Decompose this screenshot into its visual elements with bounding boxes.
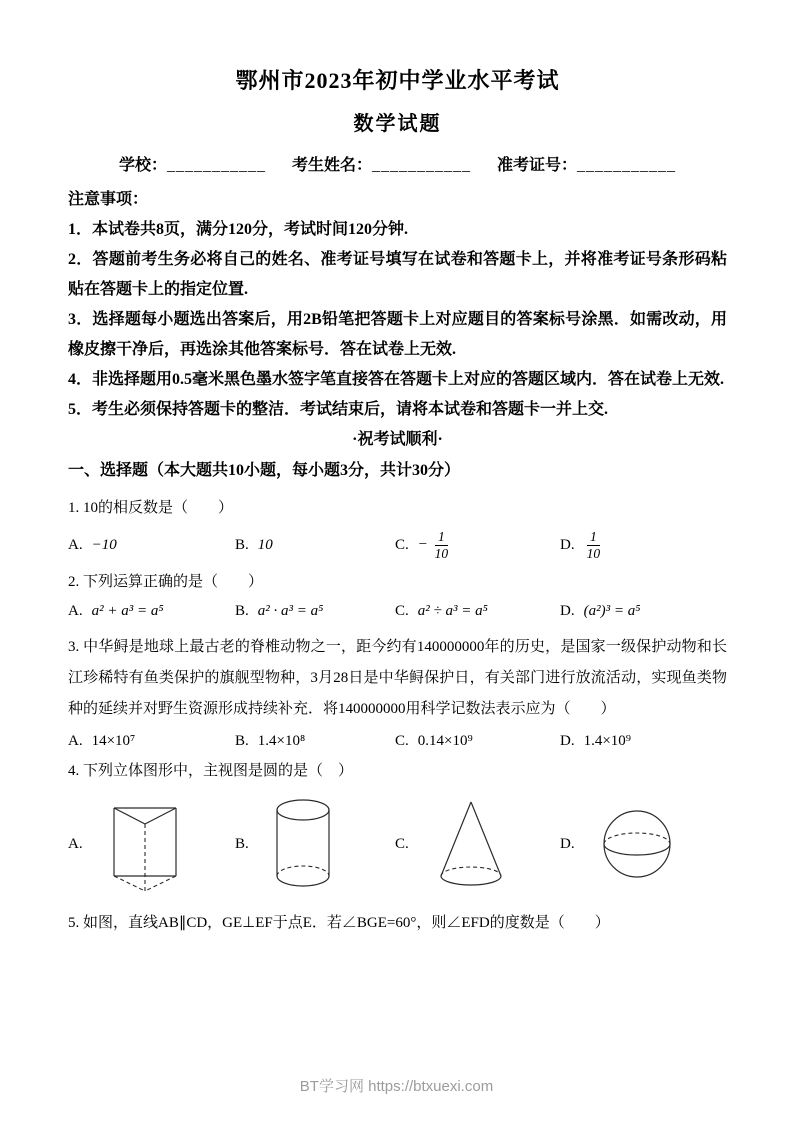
option-label: C.	[395, 536, 409, 553]
notice-item-2: 2．答题前考生务必将自己的姓名、准考证号填写在试卷和答题卡上，并将准考证号条形码粘贴在答题卡上的指定位置.	[68, 251, 727, 298]
option-label: D.	[560, 835, 575, 852]
option-label: C.	[395, 603, 409, 620]
section-one-heading: 一、选择题（本大题共10小题，每小题3分，共计30分）	[68, 462, 461, 479]
option-value: a² · a³ = a⁵	[257, 603, 324, 620]
question-3-stem: 3. 中华鲟是地球上最古老的脊椎动物之一，距今约有140000000年的历史，是国家一级保护动物和长江珍稀特有鱼类保护的旗舰型物种，3月28日是中华鲟保护日，有关部门进行放流活动，实现鱼类物种的延续并对野生资源形成持续补充．将140000000用科学记数法表示应为（ ）	[68, 639, 727, 718]
option-value	[418, 529, 451, 561]
question-3-options	[68, 733, 727, 750]
fraction-denominator: 10	[434, 545, 449, 561]
option-label: C.	[395, 835, 409, 852]
notice-item-3: 3．选择题每小题选出答案后，用2B铅笔把答题卡上对应题目的答案标号涂黑．如需改动，用橡皮擦干净后，再选涂其他答案标号．答在试卷上无效.	[68, 311, 727, 358]
option-label: B.	[235, 733, 249, 750]
question-4-options	[68, 794, 727, 894]
option-label: B.	[235, 536, 249, 553]
watermark-footer: BT学习网 https://btxuexi.com	[299, 1078, 494, 1095]
question-1-option-d	[560, 529, 727, 561]
question-2-options	[68, 603, 727, 620]
sphere-figure	[599, 804, 675, 884]
question-3-option-a	[68, 733, 235, 750]
notice-item-4: 4．非选择题用0.5毫米黑色墨水签字笔直接答在答题卡上对应的答题区域内．答在试卷上无效.	[68, 371, 725, 388]
question-2-option-d	[560, 603, 727, 620]
question-4-option-d	[560, 804, 727, 884]
question-1-option-c	[395, 529, 560, 561]
option-value: 10	[257, 536, 273, 553]
question-3-option-c	[395, 733, 560, 750]
option-label: B.	[235, 835, 249, 852]
option-value: a² + a³ = a⁵	[91, 603, 164, 620]
candidate-info-line	[68, 152, 727, 175]
candidate-name-label: 考生姓名：	[291, 157, 372, 174]
cone-figure	[433, 796, 509, 892]
question-2-option-a	[68, 603, 235, 620]
ticket-number-blank: ___________	[577, 157, 677, 174]
option-label: D.	[560, 733, 575, 750]
option-value: 1.4×10⁸	[257, 733, 306, 750]
candidate-name-field	[292, 152, 471, 175]
notice-item-5: 5．考生必须保持答题卡的整洁．考试结束后，请将本试卷和答题卡一并上交.	[68, 401, 609, 418]
option-label: A.	[68, 733, 83, 750]
school-label: 学校：	[118, 157, 167, 174]
fraction-numerator: 1	[435, 529, 448, 546]
question-4-stem: 4. 下列立体图形中，主视图是圆的是（ ）	[68, 763, 354, 780]
question-1-stem: 1. 10的相反数是（ ）	[68, 500, 234, 516]
triangular-prism-figure	[107, 794, 183, 894]
school-blank: ___________	[166, 157, 266, 174]
option-label: C.	[395, 733, 409, 750]
option-label: A.	[68, 536, 83, 553]
option-value: 14×10⁷	[91, 733, 136, 750]
option-label: A.	[68, 603, 83, 620]
option-value: 1.4×10⁹	[583, 733, 632, 750]
fraction-numerator: 1	[587, 529, 600, 546]
paper-title: 鄂州市2023年初中学业水平考试	[235, 68, 560, 93]
school-field	[119, 152, 266, 175]
question-3-option-d	[560, 733, 727, 750]
paper-subtitle: 数学试题	[353, 113, 442, 135]
option-value: a² ÷ a³ = a⁵	[417, 603, 488, 620]
ticket-number-field	[497, 152, 676, 175]
question-4-option-a	[68, 794, 235, 894]
question-5-stem: 5. 如图，直线AB∥CD，GE⊥EF于点E．若∠BGE=60°，则∠EFD的度数是（ ）	[68, 915, 610, 932]
question-4-option-c	[395, 796, 560, 892]
wish-line: ·祝考试顺利·	[352, 431, 443, 448]
fraction	[432, 529, 452, 561]
option-value: 0.14×10⁹	[417, 733, 473, 750]
minus-sign: −	[417, 536, 428, 553]
option-value	[584, 529, 604, 561]
notice-heading: 注意事项：	[68, 191, 149, 208]
option-label: A.	[68, 835, 83, 852]
question-4-option-b	[235, 796, 395, 892]
candidate-name-blank: ___________	[372, 157, 471, 174]
notice-item-1: 1．本试卷共8页，满分120分，考试时间120分钟.	[68, 221, 409, 238]
question-1-options	[68, 529, 727, 561]
option-label: D.	[560, 603, 575, 620]
question-2-stem: 2. 下列运算正确的是（ ）	[68, 574, 264, 591]
option-value: −10	[91, 536, 117, 553]
question-2-option-b	[235, 603, 395, 620]
question-1-option-b	[235, 537, 395, 554]
cylinder-figure	[273, 796, 333, 892]
fraction-denominator: 10	[586, 545, 601, 561]
question-3-option-b	[235, 733, 395, 750]
question-2-option-c	[395, 603, 560, 620]
option-label: B.	[235, 603, 249, 620]
fraction	[584, 529, 604, 561]
option-label: D.	[560, 536, 575, 553]
option-value: (a²)³ = a⁵	[583, 603, 641, 620]
question-1-option-a	[68, 537, 235, 554]
ticket-number-label: 准考证号：	[497, 157, 578, 174]
